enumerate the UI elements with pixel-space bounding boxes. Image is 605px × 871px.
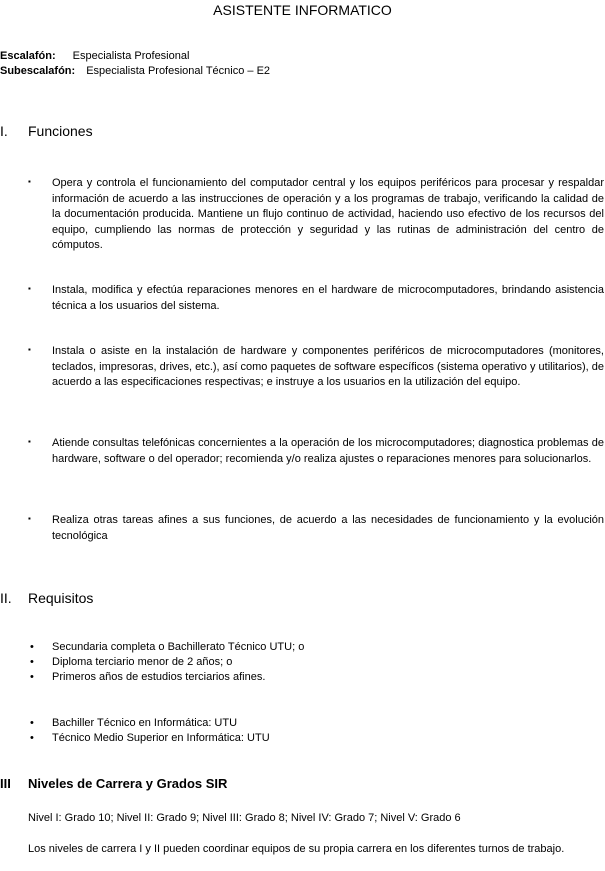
funcion-item bbox=[28, 283, 604, 314]
niveles-grados: Nivel I: Grado 10; Nivel II: Grado 9; Nivel III: Grado 8; Nivel IV: Grado 7; Nivel V: Grado 6 bbox=[28, 812, 461, 824]
requisito-item bbox=[30, 640, 604, 655]
section-title: Niveles de Carrera y Grados SIR bbox=[28, 776, 228, 791]
requisito-text: Secundaria completa o Bachillerato Técnico UTU; o bbox=[52, 641, 305, 653]
section-number: I. bbox=[0, 123, 8, 139]
requisito-item bbox=[30, 716, 604, 731]
funcion-item bbox=[28, 513, 604, 544]
round-bullet-icon: • bbox=[30, 717, 34, 729]
funcion-text: Instala, modifica y efectúa reparaciones menores en el hardware de microcomputadores, brindando asistencia técnica a los usuarios del sistema. bbox=[52, 284, 604, 312]
requisito-item bbox=[30, 655, 604, 670]
round-bullet-icon: • bbox=[30, 656, 34, 668]
funcion-text: Atiende consultas telefónicas concernientes a la operación de los microcomputadores; diagnostica problemas de hardware, software o del operador; recomienda y/o realiza ajustes o reparaciones menores para solucionarlos. bbox=[52, 437, 604, 465]
section-heading-niveles bbox=[0, 776, 227, 791]
section-title: Requisitos bbox=[28, 590, 94, 606]
funcion-item bbox=[28, 436, 604, 467]
subescalafon-value: Especialista Profesional Técnico – E2 bbox=[86, 65, 271, 77]
square-bullet-icon: ▪ bbox=[28, 437, 31, 446]
section-number: II. bbox=[0, 590, 12, 606]
funcion-item bbox=[28, 344, 604, 391]
funcion-item bbox=[28, 176, 604, 254]
round-bullet-icon: • bbox=[30, 671, 34, 683]
subescalafon-label: Subescalafón: bbox=[0, 65, 76, 77]
niveles-nota: Los niveles de carrera I y II pueden coordinar equipos de su propia carrera en los diferentes turnos de trabajo. bbox=[28, 843, 565, 855]
requisito-item bbox=[30, 731, 604, 746]
subescalafon-row bbox=[0, 65, 270, 77]
round-bullet-icon: • bbox=[30, 641, 34, 653]
requisito-text: Primeros años de estudios terciarios afines. bbox=[52, 671, 266, 683]
requisito-text: Diploma terciario menor de 2 años; o bbox=[52, 656, 233, 668]
requisito-item bbox=[30, 670, 604, 685]
requisito-text: Técnico Medio Superior en Informática: UTU bbox=[52, 732, 270, 744]
section-title: Funciones bbox=[28, 123, 93, 139]
escalafon-value: Especialista Profesional bbox=[72, 50, 190, 62]
round-bullet-icon: • bbox=[30, 732, 34, 744]
document-title: ASISTENTE INFORMATICO bbox=[213, 2, 392, 18]
square-bullet-icon: ▪ bbox=[28, 284, 31, 293]
funcion-text: Realiza otras tareas afines a sus funciones, de acuerdo a las necesidades de funcionamiento y la evolución tecnológica bbox=[52, 514, 604, 542]
square-bullet-icon: ▪ bbox=[28, 177, 31, 186]
square-bullet-icon: ▪ bbox=[28, 514, 31, 523]
square-bullet-icon: ▪ bbox=[28, 345, 31, 354]
escalafon-label: Escalafón: bbox=[0, 50, 56, 62]
section-number: III bbox=[0, 776, 11, 791]
funcion-text: Opera y controla el funcionamiento del computador central y los equipos periféricos para procesar y respaldar información de acuerdo a las instrucciones de operación y a los programas de trabajo, verificando la calidad de la documentación producida. Mantiene un flujo continuo de actividad, haciendo uso efectivo de los recursos del equipo, cumpliendo las normas de protección y seguridad y las rutinas de administración del centro de cómputos. bbox=[52, 177, 604, 251]
requisito-text: Bachiller Técnico en Informática: UTU bbox=[52, 717, 238, 729]
section-heading-requisitos bbox=[0, 590, 93, 606]
section-heading-funciones bbox=[0, 123, 93, 139]
escalafon-row bbox=[0, 50, 189, 62]
funcion-text: Instala o asiste en la instalación de hardware y componentes periféricos de microcomputadores (monitores, teclados, impresoras, drives, etc.), así como paquetes de software específicos (sistema operativo y utilitarios), de acuerdo a las especificaciones respectivas; e instruye a los usuarios en la utilización del equipo. bbox=[52, 345, 604, 388]
